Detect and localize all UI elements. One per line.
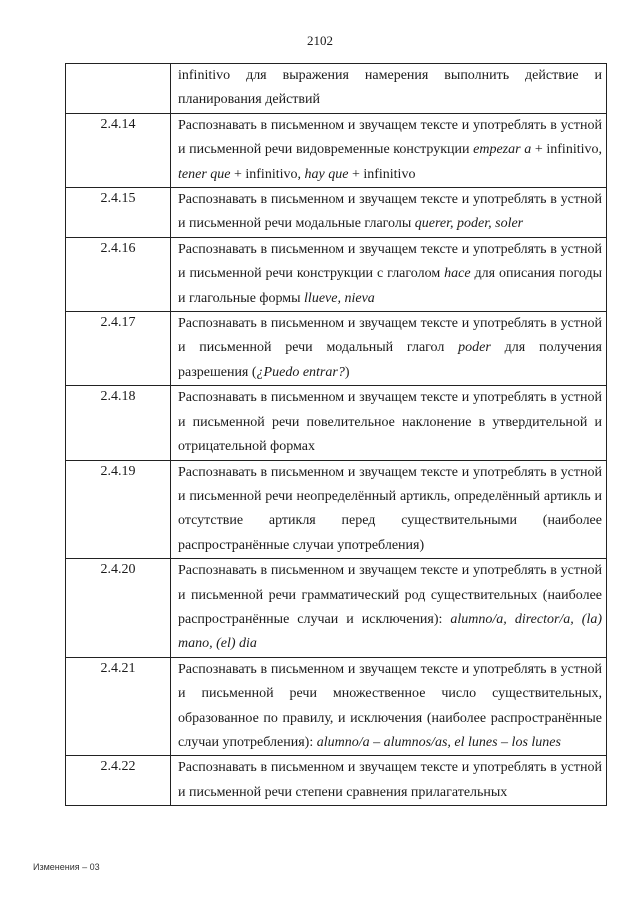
row-description bbox=[171, 312, 607, 386]
example-term: hay que bbox=[304, 166, 349, 182]
row-code: 2.4.16 bbox=[66, 237, 171, 311]
row-description bbox=[171, 460, 607, 559]
description-text: Распознавать в письменном и звучащем тексте и употреблять в устной и письменной речи неопределённый артикль, определённый артикль и отсутствие артикля перед существительными (наиболее распространённые случаи употребления) bbox=[178, 464, 602, 553]
table-row bbox=[66, 113, 607, 187]
row-code: 2.4.21 bbox=[66, 657, 171, 756]
row-code: 2.4.22 bbox=[66, 756, 171, 806]
description-text: для получения разрешения ( bbox=[178, 340, 602, 380]
row-code: 2.4.18 bbox=[66, 386, 171, 460]
description-text: Распознавать в письменном и звучащем тексте и употреблять в устной и письменной речи степени сравнения прилагательных bbox=[178, 760, 602, 800]
requirements-table bbox=[65, 63, 607, 806]
table-row bbox=[66, 188, 607, 238]
description-text: Распознавать в письменном и звучащем тексте и употреблять в устной и письменной речи модальный глагол bbox=[178, 316, 602, 356]
row-description bbox=[171, 64, 607, 114]
row-code: 2.4.17 bbox=[66, 312, 171, 386]
example-term: llueve, nieva bbox=[304, 290, 375, 306]
example-term: hace bbox=[444, 266, 471, 282]
description-text: Распознавать в письменном и звучащем тексте и употреблять в устной и письменной речи конструкции с глаголом bbox=[178, 241, 602, 282]
page-number: 2102 bbox=[307, 33, 333, 48]
row-code: 2.4.19 bbox=[66, 460, 171, 559]
row-description bbox=[171, 657, 607, 756]
table-row bbox=[66, 64, 607, 114]
description-text: Распознавать в письменном и звучащем тексте и употреблять в устной и письменной речи множественное число существительных, образованное по правилу, и исключения (наиболее распространённые случаи употребления): bbox=[178, 661, 602, 750]
row-code: 2.4.15 bbox=[66, 188, 171, 238]
example-term: ¿Puedo entrar? bbox=[256, 364, 345, 380]
description-text: + infinitivo bbox=[348, 166, 416, 182]
description-text: + infinitivo, bbox=[230, 166, 305, 182]
description-text: ) bbox=[344, 364, 350, 380]
row-description bbox=[171, 113, 607, 187]
table-row bbox=[66, 237, 607, 311]
footer-note: Изменения – 03 bbox=[33, 862, 100, 872]
description-text: Распознавать в письменном и звучащем тексте и употреблять в устной и письменной речи повелительное наклонение в утвердительной и отрицательной формах bbox=[178, 390, 602, 455]
example-term: alumno/a – alumnos/as, el lunes – los lunes bbox=[316, 734, 561, 750]
row-code: 2.4.20 bbox=[66, 559, 171, 658]
table-row bbox=[66, 657, 607, 756]
example-term: querer, poder, soler bbox=[414, 216, 524, 232]
description-text: Распознавать в письменном и звучащем тексте и употреблять в устной и письменной речи модальные глаголы bbox=[178, 192, 602, 232]
example-term: poder bbox=[458, 340, 491, 356]
table-row bbox=[66, 386, 607, 460]
table-row bbox=[66, 559, 607, 658]
row-description bbox=[171, 237, 607, 311]
description-text: Распознавать в письменном и звучащем тексте и употреблять в устной и письменной речи видовременные конструкции bbox=[178, 117, 602, 158]
example-term: alumno/a, director/a, (la) mano, (el) dia bbox=[178, 611, 603, 652]
table-row bbox=[66, 460, 607, 559]
row-description bbox=[171, 386, 607, 460]
row-description bbox=[171, 188, 607, 238]
table-row bbox=[66, 756, 607, 806]
row-description bbox=[171, 559, 607, 658]
description-text: Распознавать в письменном и звучащем тексте и употреблять в устной и письменной речи грамматический род существительных (наиболее распространённые случаи и исключения): bbox=[178, 563, 602, 627]
row-code: 2.4.14 bbox=[66, 113, 171, 187]
description-text: infinitivo для выражения намерения выполнить действие и планирования действий bbox=[178, 68, 602, 108]
row-code bbox=[66, 64, 171, 114]
example-term: empezar a bbox=[473, 142, 532, 158]
description-text: для описания погоды и глагольные формы bbox=[178, 266, 602, 306]
description-text: + infinitivo, bbox=[531, 142, 602, 158]
table-row bbox=[66, 312, 607, 386]
example-term: tener que bbox=[178, 166, 231, 182]
row-description bbox=[171, 756, 607, 806]
